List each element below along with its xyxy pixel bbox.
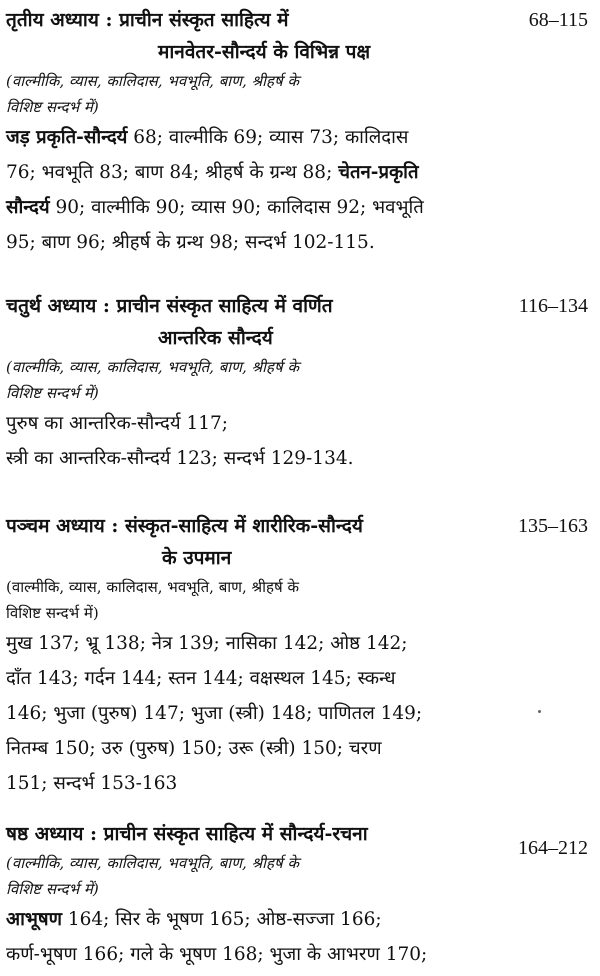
page-range: 164–212	[518, 837, 588, 859]
body-bold: चेतन-प्रकृति	[338, 162, 419, 183]
chapter-title	[6, 510, 594, 542]
speck-mark	[538, 710, 541, 713]
body-bold: आभूषण	[6, 909, 62, 930]
body-line	[6, 120, 594, 155]
body-line	[6, 406, 594, 441]
chapter-title	[6, 4, 594, 36]
body-text: 151; सन्दर्भ 153-163	[6, 773, 178, 794]
note-line1: (वाल्मीकि, व्यास, कालिदास, भवभूति, बाण, श्रीहर्ष के	[6, 578, 299, 596]
chapter-6	[6, 818, 594, 972]
body-bold: जड़ प्रकृति-सौन्दर्य	[6, 127, 128, 148]
body-line	[6, 661, 594, 696]
note-line1: (वाल्मीकि, व्यास, कालिदास, भवभूति, बाण, श्रीहर्ष के	[6, 358, 299, 376]
chapter-title-line2: आन्तरिक सौन्दर्य	[158, 327, 273, 349]
body-line	[6, 696, 594, 731]
chapter-title-line1: पञ्चम अध्याय : संस्कृत-साहित्य में शारीरिक-सौन्दर्य	[6, 515, 363, 537]
page-range: 116–134	[518, 295, 588, 317]
chapter-title	[6, 818, 594, 859]
body-text: पुरुष का आन्तरिक-सौन्दर्य 117;	[6, 413, 228, 434]
body-bold: सौन्दर्य	[6, 197, 50, 218]
body-line	[6, 626, 594, 661]
body-text: 68; वाल्मीकि 69; व्यास 73; कालिदास	[127, 127, 409, 148]
chapter-title-line1: चतुर्थ अध्याय : प्राचीन संस्कृत साहित्य में वर्णित	[6, 295, 333, 317]
note-line2: विशिष्ट सन्दर्भ में)	[6, 880, 99, 898]
body-text: 164; सिर के भूषण 165; ओष्ठ-सज्जा 166;	[61, 909, 382, 930]
body-line	[6, 225, 594, 260]
note-line1: (वाल्मीकि, व्यास, कालिदास, भवभूति, बाण, श्रीहर्ष के	[6, 72, 299, 90]
note-line1: (वाल्मीकि, व्यास, कालिदास, भवभूति, बाण, श्रीहर्ष के	[6, 854, 299, 872]
body-text: 146; भुजा (पुरुष) 147; भुजा (स्त्री) 148; पाणितल 149;	[6, 703, 423, 724]
body-line	[6, 766, 594, 801]
body-line	[6, 937, 594, 972]
body-text: 90; वाल्मीकि 90; व्यास 90; कालिदास 92; भवभूति	[49, 197, 424, 218]
body-text: 76; भवभूति 83; बाण 84; श्रीहर्ष के ग्रन्थ 88;	[6, 162, 339, 183]
body-text: मुख 137; भ्रू 138; नेत्र 139; नासिका 142; ओष्ठ 142;	[6, 633, 408, 654]
body-text: 95; बाण 96; श्रीहर्ष के ग्रन्थ 98; सन्दर्भ 102-115.	[6, 232, 375, 253]
body-line	[6, 441, 594, 476]
body-text: स्त्री का आन्तरिक-सौन्दर्य 123; सन्दर्भ 129-134.	[6, 448, 354, 469]
chapter-title-line1: तृतीय अध्याय : प्राचीन संस्कृत साहित्य में	[6, 9, 289, 31]
chapter-title-line2: के उपमान	[162, 547, 232, 569]
body-line	[6, 155, 594, 190]
note-line2: विशिष्ट सन्दर्भ में)	[6, 604, 99, 622]
chapter-title-line2: मानवेतर-सौन्दर्य के विभिन्न पक्ष	[158, 41, 371, 63]
chapter-5	[6, 510, 594, 801]
chapter-title	[6, 290, 594, 322]
chapter-4	[6, 290, 594, 476]
note-line2: विशिष्ट सन्दर्भ में)	[6, 98, 99, 116]
body-text: नितम्ब 150; उरु (पुरुष) 150; उरू (स्त्री) 150; चरण	[6, 738, 382, 759]
chapter-title-line1: षष्ठ अध्याय : प्राचीन संस्कृत साहित्य में सौन्दर्य-रचना	[6, 823, 368, 845]
body-text: कर्ण-भूषण 166; गले के भूषण 168; भुजा के आभरण 170;	[6, 944, 428, 965]
body-line	[6, 731, 594, 766]
chapter-3	[6, 4, 594, 260]
page-range: 68–115	[528, 9, 588, 31]
body-text: दाँत 143; गर्दन 144; स्तन 144; वक्षस्थल 145; स्कन्ध	[6, 668, 396, 689]
note-line2: विशिष्ट सन्दर्भ में)	[6, 384, 99, 402]
body-line	[6, 190, 594, 225]
page-range: 135–163	[518, 515, 588, 537]
body-line	[6, 902, 594, 937]
